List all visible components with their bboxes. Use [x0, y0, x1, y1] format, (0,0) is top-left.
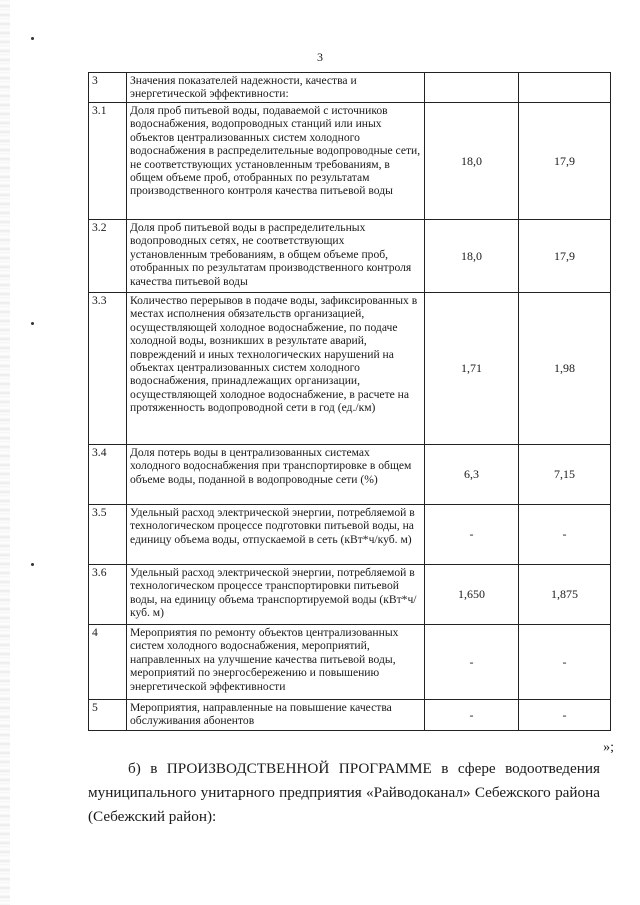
- row-value-1: 18,0: [425, 220, 519, 293]
- table-row: [89, 700, 611, 731]
- row-value-1: -: [425, 625, 519, 700]
- row-description: Доля потерь воды в централизованных системах холодного водоснабжения при транспортировке в общем объеме воды, поданной в водопроводные сети (%): [127, 445, 425, 505]
- row-value-2: -: [519, 625, 611, 700]
- row-number: 5: [89, 700, 127, 731]
- row-description: Мероприятия по ремонту объектов централизованных систем холодного водоснабжения, мероприятий, направленных на улучшение качества питьевой воды, мероприятий по энергосбережению и повышению энергетической эффективности: [127, 625, 425, 700]
- table-row: [89, 220, 611, 293]
- row-description: Значения показателей надежности, качества и энергетической эффективности:: [127, 73, 425, 103]
- row-number: 3.2: [89, 220, 127, 293]
- row-value-2: [519, 73, 611, 103]
- row-value-1: [425, 73, 519, 103]
- row-value-2: -: [519, 505, 611, 565]
- table-row: [89, 445, 611, 505]
- row-description: Удельный расход электрической энергии, потребляемой в технологическом процессе транспортировки питьевой воды, на единицу объема транспортируемой воды (кВт*ч/куб. м): [127, 565, 425, 625]
- row-number: 4: [89, 625, 127, 700]
- table-row: [89, 505, 611, 565]
- row-value-1: -: [425, 700, 519, 731]
- table-row: [89, 625, 611, 700]
- page-number: 3: [317, 50, 323, 64]
- scan-edge: [0, 0, 10, 905]
- row-value-1: -: [425, 505, 519, 565]
- row-value-1: 1,71: [425, 293, 519, 445]
- row-number: 3: [89, 73, 127, 103]
- row-number: 3.1: [89, 103, 127, 220]
- row-value-2: 7,15: [519, 445, 611, 505]
- indicators-table: [88, 72, 611, 731]
- row-number: 3.5: [89, 505, 127, 565]
- row-description: Количество перерывов в подаче воды, зафиксированных в местах исполнения обязательств организацией, осуществляющей холодное водоснабжение, по подаче холодной воды, возникших в результате аварий, повреждений и иных технологических нарушений на объектах централизованных систем холодного водоснабжения, принадлежащих организации, осуществляющей холодное водоснабжение, в расчете на протяженность водопроводной сети в год (ед./км): [127, 293, 425, 445]
- row-number: 3.3: [89, 293, 127, 445]
- row-number: 3.6: [89, 565, 127, 625]
- scan-speck: [31, 37, 34, 40]
- scan-speck: [31, 322, 34, 325]
- row-value-1: 6,3: [425, 445, 519, 505]
- row-value-2: 17,9: [519, 103, 611, 220]
- row-value-2: 1,98: [519, 293, 611, 445]
- row-description: Мероприятия, направленные на повышение качества обслуживания абонентов: [127, 700, 425, 731]
- row-value-1: 1,650: [425, 565, 519, 625]
- table-row: [89, 73, 611, 103]
- row-value-2: -: [519, 700, 611, 731]
- row-description: Доля проб питьевой воды, подаваемой с источников водоснабжения, водопроводных станций или иных объектов централизованных систем холодного водоснабжения в распределительные водопроводные сети, не соответствующих установленным требованиям, в общем объеме проб, отобранных по результатам производственного контроля качества питьевой воды: [127, 103, 425, 220]
- row-description: Удельный расход электрической энергии, потребляемой в технологическом процессе подготовки питьевой воды, на единицу объема воды, отпускаемой в сеть (кВт*ч/куб. м): [127, 505, 425, 565]
- row-number: 3.4: [89, 445, 127, 505]
- scan-speck: [31, 563, 34, 566]
- row-value-2: 1,875: [519, 565, 611, 625]
- closing-quote: »;: [603, 740, 614, 755]
- row-value-2: 17,9: [519, 220, 611, 293]
- row-value-1: 18,0: [425, 103, 519, 220]
- table-row: [89, 293, 611, 445]
- row-description: Доля проб питьевой воды в распределительных водопроводных сетях, не соответствующих установленным требованиям, в общем объеме проб, отобранных по результатам производственного контроля качества питьевой воды: [127, 220, 425, 293]
- table-row: [89, 565, 611, 625]
- body-paragraph: б) в ПРОИЗВОДСТВЕННОЙ ПРОГРАММЕ в сфере водоотведения муниципального унитарного предприятия «Райводоканал» Себежского района (Себежский район):: [88, 760, 600, 825]
- table-row: [89, 103, 611, 220]
